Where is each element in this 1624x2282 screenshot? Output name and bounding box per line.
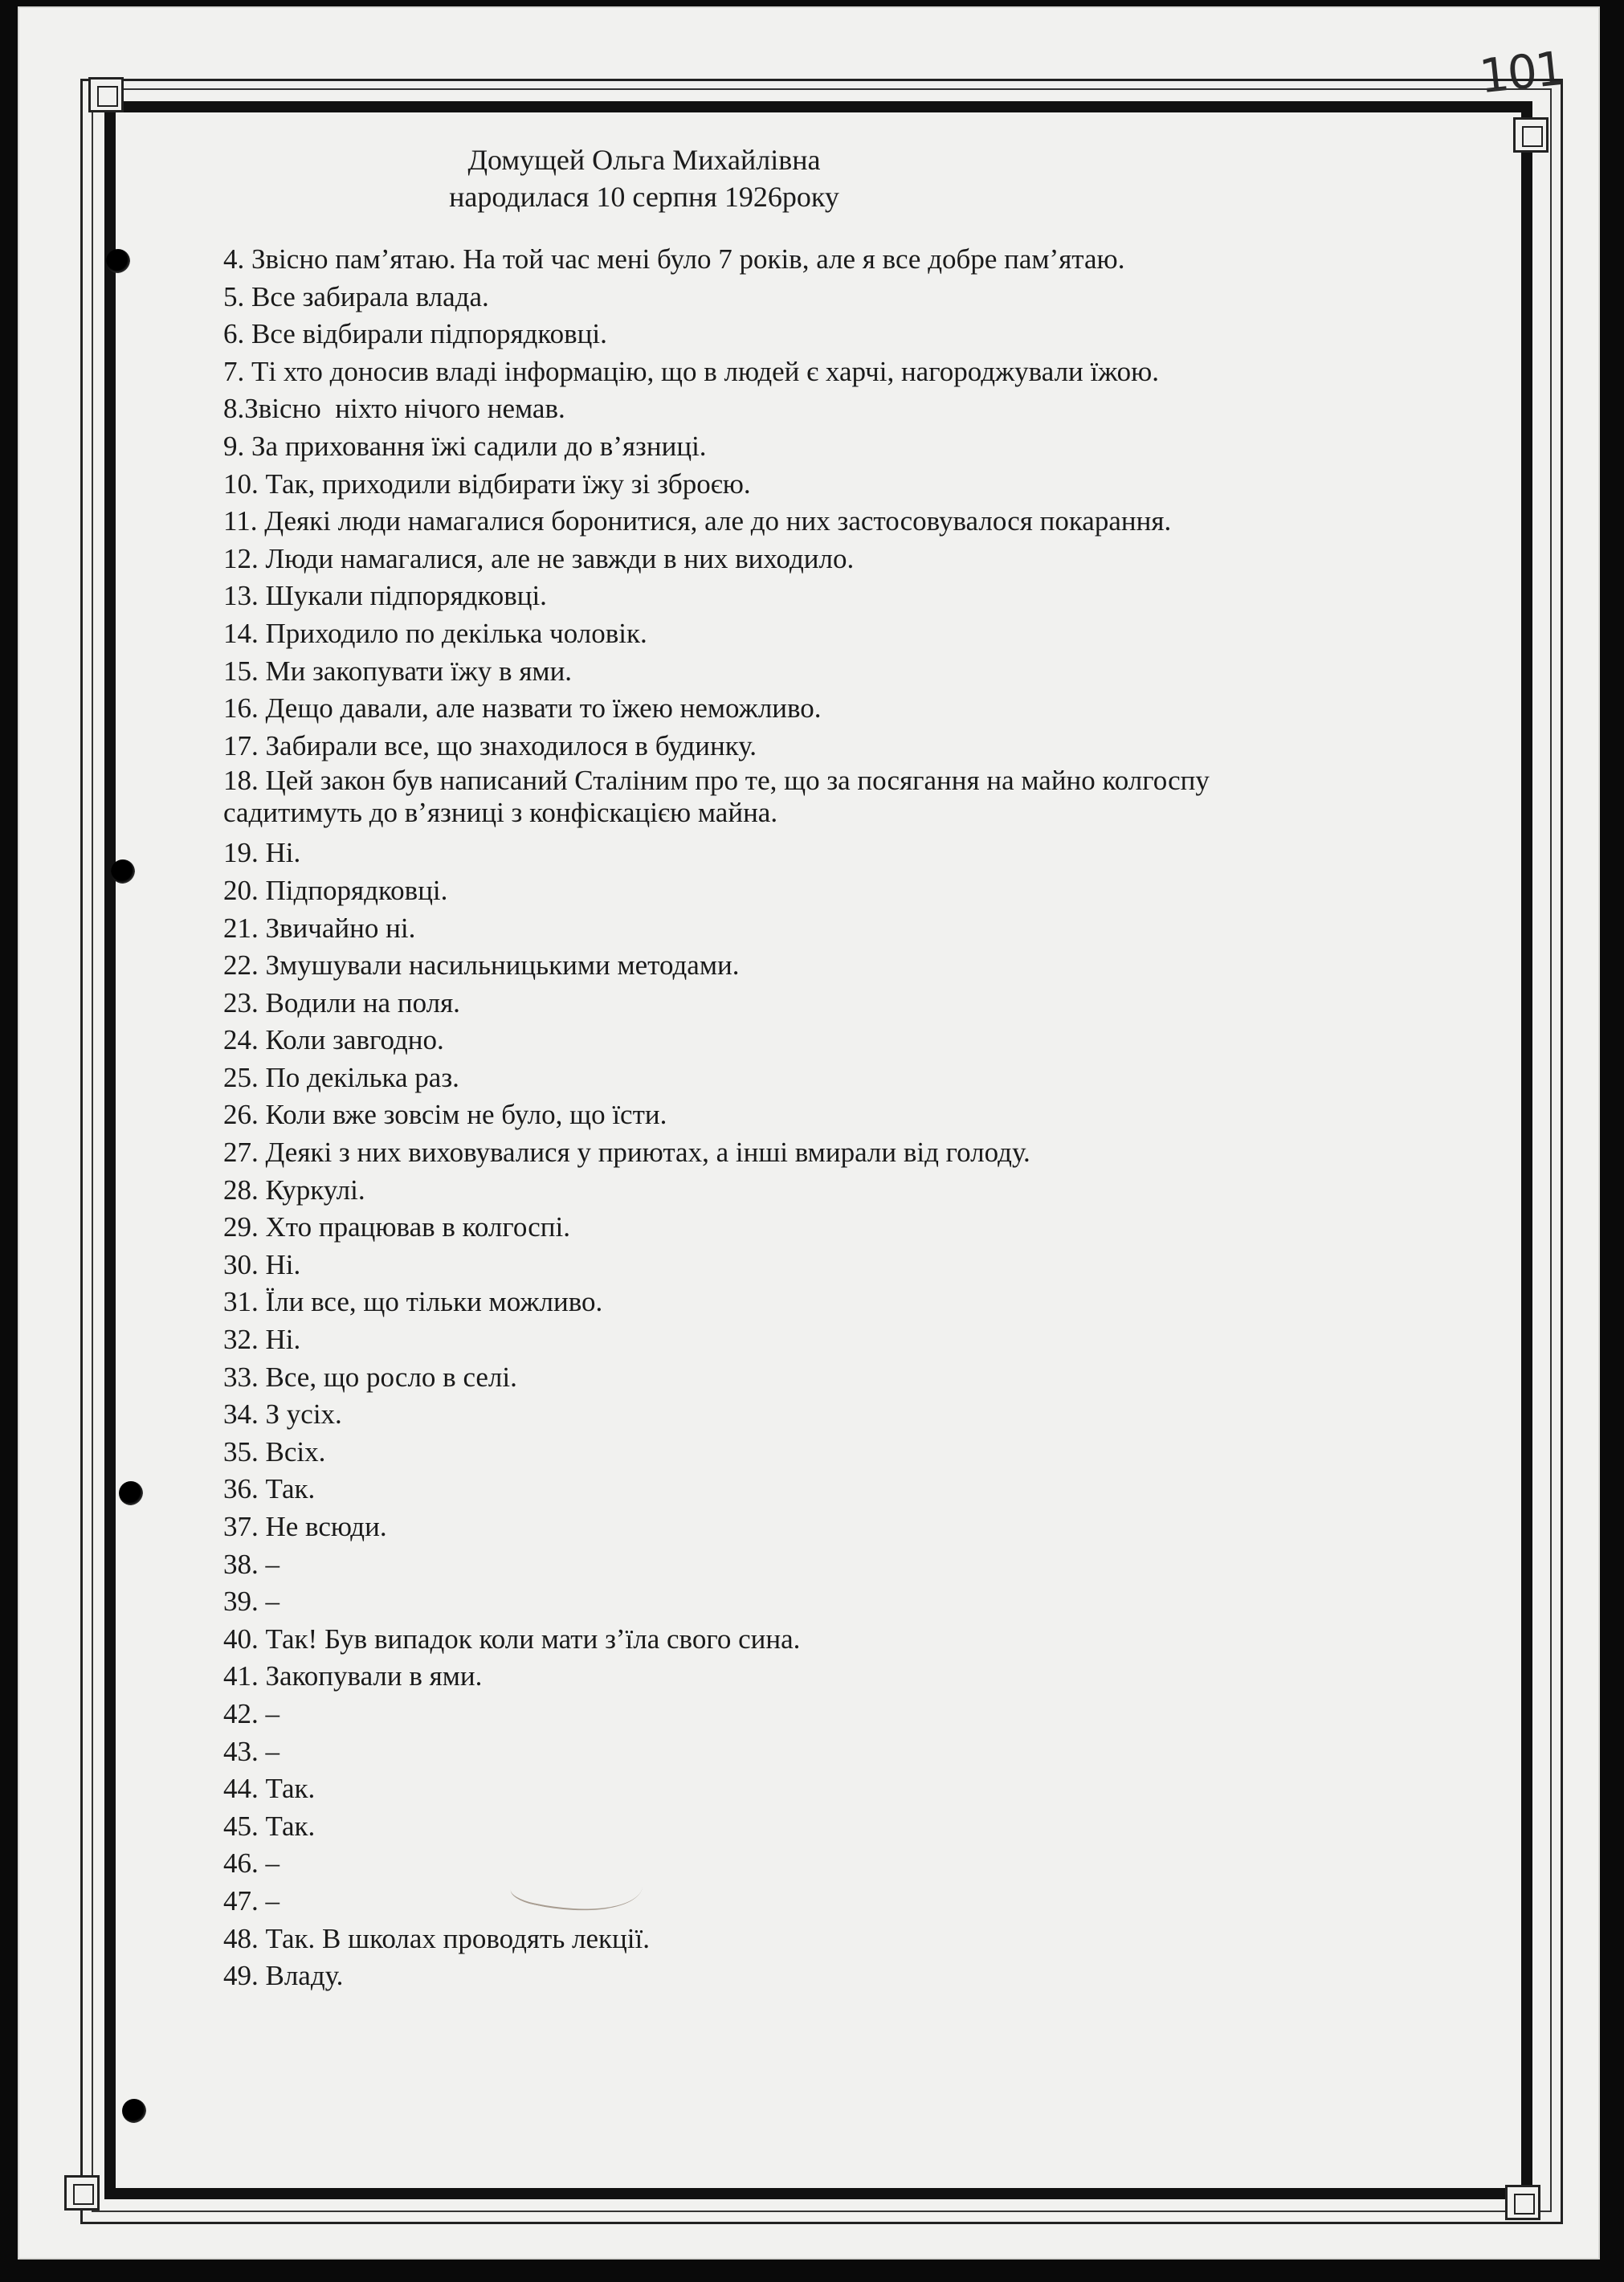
answer-item: 44. Так. (223, 1773, 316, 1805)
answers-list (223, 241, 1380, 1995)
answer-item: 32. Ні. (223, 1324, 301, 1356)
answer-item: 30. Ні. (223, 1248, 301, 1280)
document-header (18, 141, 1271, 215)
handwritten-page-number: 101 (1476, 40, 1566, 104)
answer-item: 16. Дещо давали, але назвати то їжею неможливо. (223, 692, 822, 725)
answer-item: 19. Ні. (223, 837, 301, 869)
answer-item: 47. – (223, 1884, 280, 1917)
punch-hole (122, 2099, 146, 2123)
answer-item: 15. Ми закопувати їжу в ями. (223, 655, 573, 687)
answer-item: 25. По декілька раз. (223, 1061, 459, 1093)
answer-item: 20. Підпорядковці. (223, 874, 448, 906)
answer-item: 37. Не всюди. (223, 1511, 387, 1542)
answer-item: 39. – (223, 1586, 280, 1618)
answer-item: 38. – (223, 1548, 280, 1580)
answer-item: 13. Шукали підпорядковці. (223, 580, 547, 612)
answer-item: 34. З усіх. (223, 1398, 342, 1431)
answer-item: 11. Деякі люди намагалися боронитися, але до них застосовувалося покарання. (223, 505, 1172, 537)
answer-item: 24. Коли завгодно. (223, 1024, 444, 1056)
answer-item: 36. Так. (223, 1473, 316, 1505)
frame-corner-ornament (88, 77, 124, 112)
answer-item: 22. Змушували насильницькими методами. (223, 949, 740, 982)
punch-hole (111, 859, 135, 884)
answer-item: 31. Їли все, що тільки можливо. (223, 1286, 603, 1318)
frame-corner-ornament (64, 2175, 100, 2211)
respondent-name: Домущей Ольга Михайлівна (467, 144, 821, 176)
answer-item: 27. Деякі з них виховувалися у приютах, а інші вмирали від голоду. (223, 1137, 1030, 1169)
answer-item: 5. Все забирала влада. (223, 280, 489, 312)
answer-item: 4. Звісно пам’ятаю. На той час мені було 7 років, але я все добре пам’ятаю. (223, 243, 1125, 275)
answer-item: 9. За приховання їжі садили до в’язниці. (223, 430, 707, 462)
answer-item: 45. Так. (223, 1810, 316, 1842)
answer-item: 17. Забирали все, що знаходилося в будинку. (223, 729, 757, 761)
answer-item: 6. Все відбирали підпорядковці. (223, 318, 607, 350)
frame-corner-ornament (1513, 117, 1549, 153)
document-page (18, 6, 1600, 2260)
respondent-birth-date: народилася 10 серпня 1926року (449, 181, 839, 213)
answer-item: 23. Водили на поля. (223, 986, 460, 1019)
answer-item: 29. Хто працював в колгоспі. (223, 1211, 570, 1243)
answer-item: 42. – (223, 1697, 280, 1729)
answer-item: 48. Так. В школах проводять лекції. (223, 1922, 650, 1954)
answer-item: 14. Приходило по декілька чоловік. (223, 617, 647, 649)
answer-item: 33. Все, що росло в селі. (223, 1361, 517, 1393)
answer-item: 21. Звичайно ні. (223, 912, 416, 944)
punch-hole (106, 249, 130, 273)
answer-item: 10. Так, приходили відбирати їжу зі зброєю. (223, 467, 751, 500)
answer-item: 46. – (223, 1847, 280, 1880)
answer-item: 12. Люди намагалися, але не завжди в них виходило. (223, 542, 855, 574)
answer-item: 8.Звісно ніхто нічого немав. (223, 393, 565, 425)
frame-corner-ornament (1505, 2185, 1540, 2220)
answer-item: 18. Цей закон був написаний Сталіним про те, що за посягання на майно колгоспу садитимуть до в’язниці з конфіскацією майна. (223, 765, 1210, 829)
answer-item: 28. Куркулі. (223, 1174, 365, 1206)
answer-item: 7. Ті хто доносив владі інформацію, що в людей є харчі, нагороджували їжою. (223, 355, 1159, 387)
answer-item: 26. Коли вже зовсім не було, що їсти. (223, 1099, 667, 1131)
answer-item: 35. Всіх. (223, 1435, 326, 1468)
punch-hole (119, 1481, 143, 1505)
answer-item: 49. Владу. (223, 1960, 344, 1992)
answer-item: 40. Так! Був випадок коли мати з’їла свого сина. (223, 1623, 801, 1655)
answer-item: 43. – (223, 1735, 280, 1767)
answer-item: 41. Закопували в ями. (223, 1660, 483, 1692)
